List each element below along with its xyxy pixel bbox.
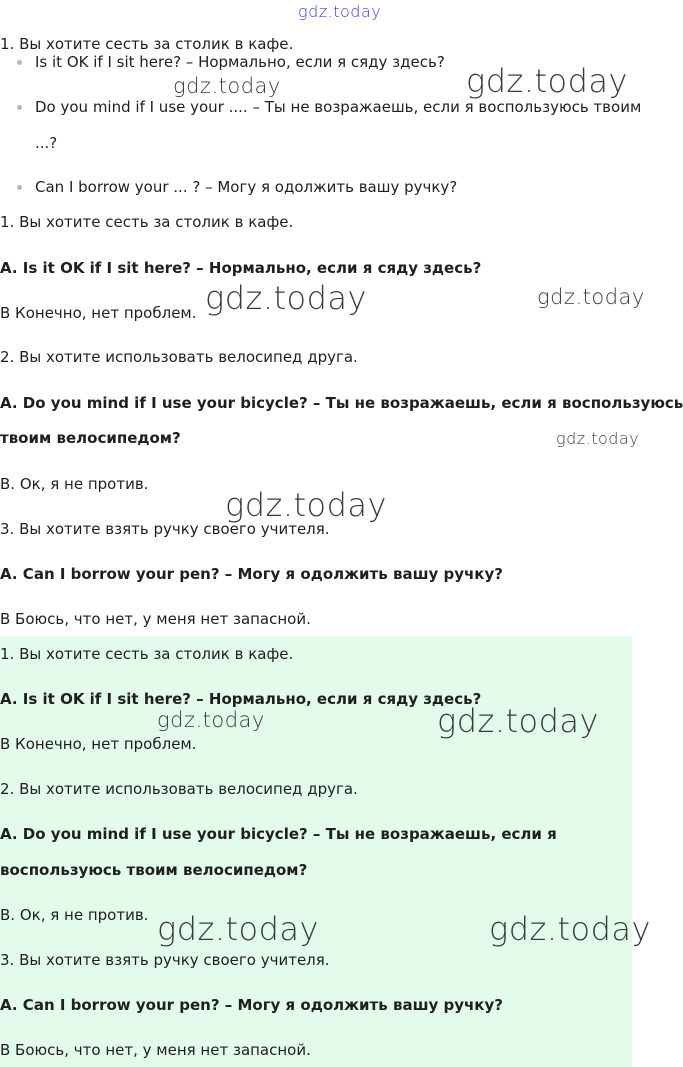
answer-a-1: A. Is it OK if I sit here? – Нормально, если я сяду здесь? <box>0 690 482 708</box>
answer-b-3: В Боюсь, что нет, у меня нет запасной. <box>0 1041 311 1059</box>
cut-off-line: 1. Вы хотите сесть за столик в кафе. <box>0 35 294 53</box>
bullet-dot <box>17 105 22 110</box>
bullet-dot <box>17 60 22 65</box>
answer-a-2: A. Do you mind if I use your bicycle? – Ты не возражаешь, если я воспользуюсь <box>0 394 683 412</box>
watermark: gdz.today <box>157 708 265 732</box>
question-2: 2. Вы хотите использовать велосипед друга. <box>0 780 358 798</box>
answer-a-2: A. Do you mind if I use your bicycle? – Ты не возражаешь, если я <box>0 825 557 843</box>
watermark: gdz.today <box>556 429 640 448</box>
answer-a-2-cont: твоим велосипедом? <box>0 429 181 447</box>
bullet-item-cont: ...? <box>35 134 58 152</box>
watermark: gdz.today <box>466 62 628 100</box>
bullet-dot <box>17 185 22 190</box>
watermark: gdz.today <box>205 279 367 317</box>
question-1: 1. Вы хотите сесть за столик в кафе. <box>0 213 294 231</box>
watermark: gdz.today <box>489 910 651 948</box>
answer-a-2-cont: воспользуюсь твоим велосипедом? <box>0 861 308 879</box>
watermark: gdz.today <box>437 702 599 740</box>
question-3: 3. Вы хотите взять ручку своего учителя. <box>0 951 330 969</box>
answer-a-3: A. Can I borrow your pen? – Могу я одолжить вашу ручку? <box>0 565 503 583</box>
answer-a-3: A. Can I borrow your pen? – Могу я одолжить вашу ручку? <box>0 996 503 1014</box>
watermark: gdz.today <box>157 910 319 948</box>
question-2: 2. Вы хотите использовать велосипед друга. <box>0 348 358 366</box>
site-watermark-top: gdz.today <box>298 2 382 21</box>
answer-b-2: В. Ок, я не против. <box>0 906 149 924</box>
watermark: gdz.today <box>225 486 387 524</box>
question-3: 3. Вы хотите взять ручку своего учителя. <box>0 520 330 538</box>
answer-b-1: В Конечно, нет проблем. <box>0 735 197 753</box>
watermark: gdz.today <box>173 74 281 98</box>
question-1: 1. Вы хотите сесть за столик в кафе. <box>0 645 294 663</box>
answer-a-1: A. Is it OK if I sit here? – Нормально, если я сяду здесь? <box>0 259 482 277</box>
bullet-item: Do you mind if I use your .... – Ты не возражаешь, если я воспользуюсь твоим <box>35 98 642 116</box>
answer-b-1: В Конечно, нет проблем. <box>0 304 197 322</box>
bullet-item: Is it OK if I sit here? – Нормально, если я сяду здесь? <box>35 53 445 71</box>
watermark: gdz.today <box>537 285 645 309</box>
bullet-item: Can I borrow your ... ? – Могу я одолжить вашу ручку? <box>35 178 458 196</box>
answer-b-2: В. Ок, я не против. <box>0 475 149 493</box>
answer-b-3: В Боюсь, что нет, у меня нет запасной. <box>0 610 311 628</box>
